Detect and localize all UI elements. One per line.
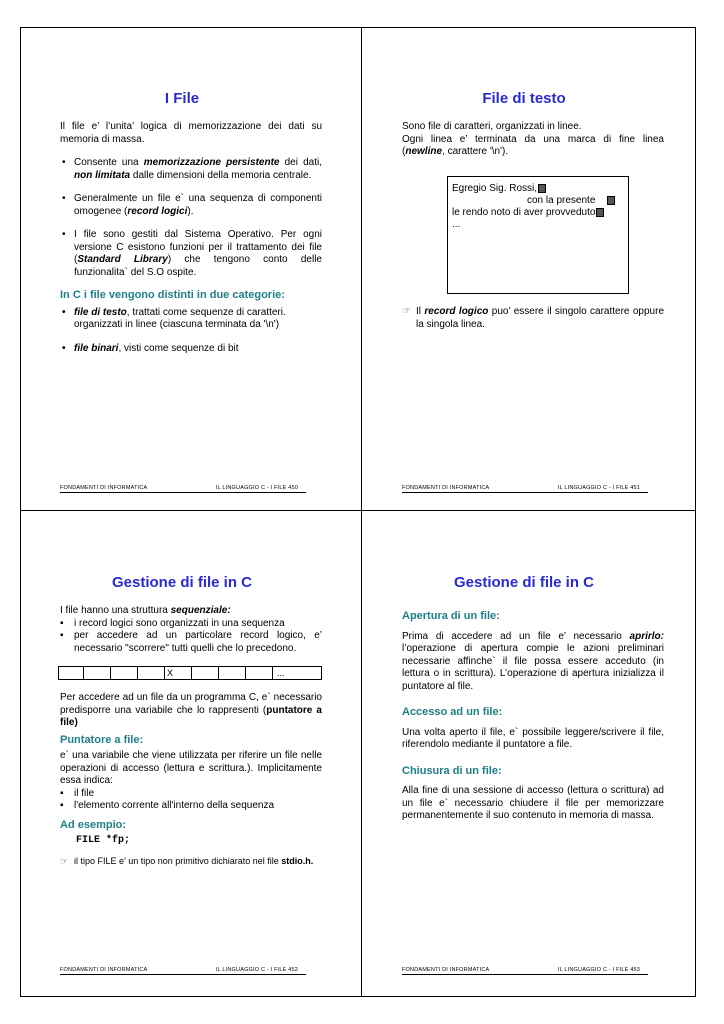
pointing-hand-icon: ☞ (60, 855, 69, 866)
slide-451-p2: Ogni linea e’ terminata da una marca di fine linea (newline, carattere '\n'). (402, 133, 664, 157)
slide-452-title: Gestione di file in C (111, 574, 253, 591)
list-item: • Generalmente un file e` una sequenza di componenti omogenee (record logici). (62, 193, 322, 217)
slide-453-sub3: Chiusura di un file: (402, 764, 502, 777)
box-line-3: le rendo noto di aver provveduto (452, 207, 628, 219)
sequence-cell-current: X (165, 667, 192, 679)
list-item: ☞ il tipo FILE e’ un tipo non primitivo dichiarato nel file stdio.h. (60, 855, 314, 866)
sequence-cell: ... (277, 668, 285, 678)
slide-453-title: Gestione di file in C (453, 574, 595, 591)
list-item: • file di testo, trattati come sequenze di caratteri. organizzati in linee (ciascuna terminata da '\n') (62, 306, 286, 330)
newline-marker-icon (607, 196, 615, 205)
slide-453-p3: Alla fine di una sessione di accesso (lettura o scrittura) ad un file e` necessario chiudere il file per memorizzare permanentemente il suo contenuto in memoria di massa. (402, 785, 664, 821)
sequence-cell (138, 667, 165, 679)
list-item: ▪ l'elemento corrente all'interno della sequenza (60, 800, 275, 811)
slide-452-body-2 (60, 692, 322, 867)
sequence-cell (219, 667, 246, 679)
sequence-strip (58, 666, 322, 680)
sequence-cell (111, 667, 138, 679)
slide-451-footer: FONDAMENTI DI INFORMATICA IL LINGUAGGIO C - I FILE 451 (402, 485, 648, 493)
slide-453-p2: Una volta aperto il file, e` possibile leggere/scrivere il file, riferendolo mediante il puntatore a file. (402, 726, 664, 750)
list-item: ▪ per accedere ad un particolare record logico, e’ necessario "scorrere" tutti quelli che lo precedono. (60, 630, 322, 654)
slide-451-p1: Sono file di caratteri, organizzati in linee. (402, 121, 582, 132)
text-file-example-box (447, 176, 629, 294)
slide-452-footer: FONDAMENTI DI INFORMATICA IL LINGUAGGIO C - I FILE 452 (60, 967, 306, 975)
code-example: FILE *fp; (76, 835, 131, 846)
slide-450-list (60, 157, 322, 279)
slide-452-list (60, 618, 322, 656)
slide-452-p2: Per accedere ad un file da un programma C, e` necessario predisporre una variabile che lo rappresenti (puntatore a file) (60, 692, 322, 728)
box-line-2: con la presente (452, 195, 628, 207)
slide-450-subtitle: In C i file vengono distinti in due categorie: (60, 289, 285, 301)
list-item: • I file sono gestiti dal Sistema Operativo. Per ogni versione C esistono funzioni per il trattamento dei file (Standard Library) che tengono conto delle funzionalita` del S.O ospite. (62, 229, 322, 278)
slide-450-footer: FONDAMENTI DI INFORMATICA IL LINGUAGGIO C - I FILE 450 (60, 485, 306, 493)
list-item: • Consente una memorizzazione persistente dei dati, non limitata dalle dimensioni della memoria centrale. (62, 157, 322, 181)
slide-453-footer: FONDAMENTI DI INFORMATICA IL LINGUAGGIO C - I FILE 453 (402, 967, 648, 975)
horizontal-divider (20, 510, 696, 511)
newline-marker-icon (596, 208, 604, 217)
list-item: ▪ i record logici sono organizzati in una sequenza (60, 617, 285, 629)
list-item: • file binari, visti come sequenze di bit (62, 342, 239, 354)
slide-453-body (402, 610, 664, 823)
newline-marker-icon (538, 184, 546, 193)
sequence-cell (84, 667, 111, 679)
slide-452-sub2: Ad esempio: (60, 818, 127, 831)
slide-450-categories (60, 307, 322, 356)
slide-452-p1: I file hanno una struttura sequenziale: (60, 605, 231, 616)
sequence-cell (59, 667, 84, 679)
slide-450-intro: Il file e’ l’unita’ logica di memorizzazione dei dati su memoria di massa. (60, 121, 322, 145)
slide-450-body (60, 121, 322, 355)
pointing-hand-icon: ☞ (402, 306, 411, 317)
sequence-cell (192, 667, 219, 679)
list-item: ☞ Il record logico puo’ essere il singolo carattere oppure la singola linea. (402, 306, 665, 330)
vertical-divider (361, 27, 362, 997)
sequence-cell (246, 667, 273, 679)
slide-451-title: File di testo (482, 90, 566, 107)
slide-452-note (60, 855, 322, 868)
slide-452-body (60, 605, 322, 655)
slide-453-p1: Prima di accedere ad un file e’ necessario aprirlo: l’operazione di apertura compie le azioni preliminari necessarie affinche` il file possa essere acceduto (in lettura o in scrittura). L’operazione di apertura inizializza il puntatore al file. (402, 630, 664, 692)
box-line-1: Egregio Sig. Rossi, (452, 183, 628, 195)
list-item: ▪ il file (60, 787, 95, 799)
slide-452-list-2 (60, 788, 322, 813)
slide-452-p3: e` una variabile che viene utilizzata per riferire un file nelle operazioni di accesso (lettura e scrittura.). Implicitamente essa indica: (60, 750, 322, 786)
box-line-4: ... (452, 219, 461, 230)
slide-451-note (402, 306, 664, 331)
slide-453-sub1: Apertura di un file: (402, 610, 500, 622)
slide-451-body (402, 121, 664, 159)
slide-452-sub1: Puntatore a file: (60, 733, 144, 746)
slide-450-title: I File (164, 90, 200, 107)
slide-453-sub2: Accesso ad un file: (402, 706, 503, 718)
